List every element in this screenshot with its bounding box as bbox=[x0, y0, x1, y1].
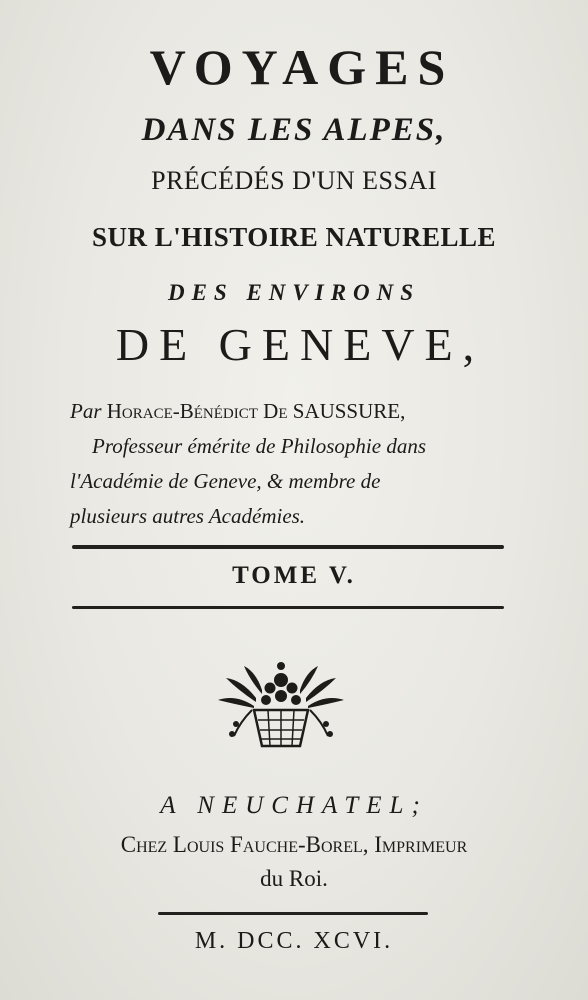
flower-basket-icon bbox=[206, 660, 356, 752]
title-voyages: VOYAGES bbox=[149, 39, 455, 95]
imprint-date: M. DCC. XCVI. bbox=[194, 928, 394, 954]
volume-label: TOME V. bbox=[232, 562, 356, 589]
author-line-2: Professeur émérite de Philosophie dans bbox=[92, 434, 427, 458]
author-par: Par bbox=[70, 399, 102, 423]
author-line-3: l'Académie de Geneve, & membre de bbox=[70, 469, 381, 493]
title-histoire-naturelle: SUR L'HISTOIRE NATURELLE bbox=[91, 222, 497, 252]
title-des-environs: DES ENVIRONS bbox=[167, 280, 421, 305]
author-line-4: plusieurs autres Académies. bbox=[70, 504, 306, 528]
author-block bbox=[70, 394, 520, 534]
imprint-printer-cont: du Roi. bbox=[260, 866, 328, 891]
rule-top bbox=[72, 545, 504, 549]
title-precedes: PRÉCÉDÉS D'UN ESSAI bbox=[151, 166, 437, 195]
rule-bottom bbox=[72, 606, 504, 609]
imprint-place: A NEUCHATEL; bbox=[160, 792, 428, 819]
rule-imprint bbox=[158, 912, 428, 915]
imprint-printer: Chez Louis Fauche-Borel, Imprimeur bbox=[120, 832, 468, 857]
author-line-1 bbox=[70, 394, 520, 429]
author-name: Horace-Bénédict De SAUSSURE, bbox=[106, 399, 406, 423]
title-dans-les-alpes: DANS LES ALPES, bbox=[141, 112, 447, 148]
title-de-geneve: DE GENEVE, bbox=[115, 319, 485, 370]
